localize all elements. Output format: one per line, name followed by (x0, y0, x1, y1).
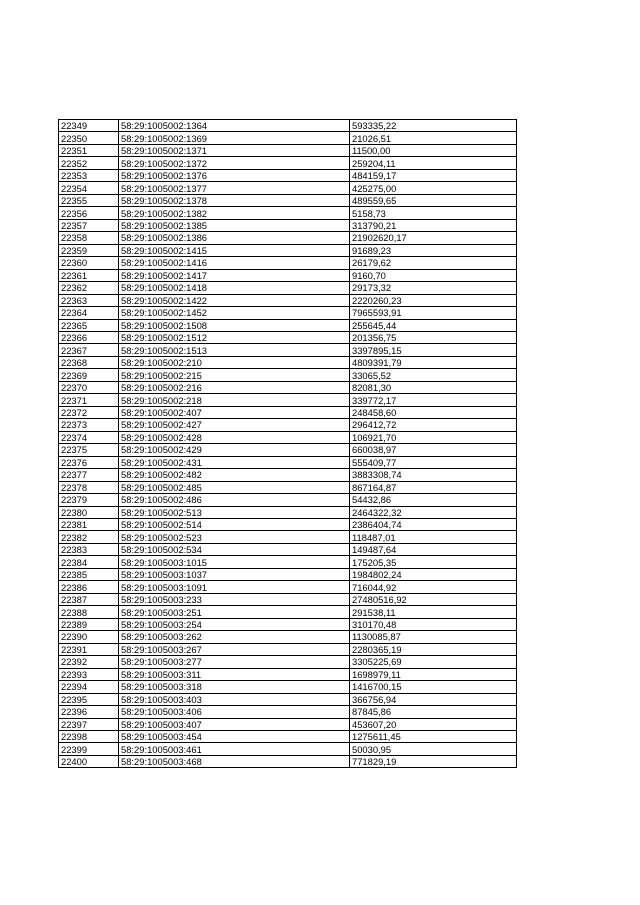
cadastral-number-cell: 58:29:1005002:514 (119, 519, 350, 531)
row-number-cell: 22354 (59, 182, 119, 194)
cadastral-number-cell: 58:29:1005002:534 (119, 543, 350, 555)
value-cell: 425275,00 (350, 182, 517, 194)
table-row (59, 232, 517, 244)
row-number-cell: 22372 (59, 406, 119, 418)
value-cell: 118487,01 (350, 531, 517, 543)
table-row (59, 169, 517, 181)
row-number-cell: 22365 (59, 319, 119, 331)
table-row (59, 693, 517, 705)
value-cell: 3883308,74 (350, 469, 517, 481)
cadastral-number-cell: 58:29:1005002:1377 (119, 182, 350, 194)
table-row (59, 581, 517, 593)
cadastral-number-cell: 58:29:1005002:1385 (119, 219, 350, 231)
value-cell: 291538,11 (350, 606, 517, 618)
cadastral-number-cell: 58:29:1005002:1513 (119, 344, 350, 356)
table-row (59, 144, 517, 156)
value-cell: 175205,35 (350, 556, 517, 568)
cadastral-number-cell: 58:29:1005002:482 (119, 469, 350, 481)
value-cell: 9160,70 (350, 269, 517, 281)
value-cell: 21902620,17 (350, 232, 517, 244)
cadastral-number-cell: 58:29:1005002:523 (119, 531, 350, 543)
cadastral-number-cell: 58:29:1005003:406 (119, 706, 350, 718)
row-number-cell: 22361 (59, 269, 119, 281)
row-number-cell: 22375 (59, 444, 119, 456)
row-number-cell: 22393 (59, 668, 119, 680)
row-number-cell: 22349 (59, 120, 119, 132)
value-cell: 484159,17 (350, 169, 517, 181)
table-row (59, 469, 517, 481)
row-number-cell: 22351 (59, 144, 119, 156)
table-row (59, 681, 517, 693)
row-number-cell: 22381 (59, 519, 119, 531)
value-cell: 1698979,11 (350, 668, 517, 680)
value-cell: 867164,87 (350, 481, 517, 493)
table-row (59, 331, 517, 343)
table-row (59, 656, 517, 668)
cadastral-number-cell: 58:29:1005003:407 (119, 718, 350, 730)
data-table (58, 119, 517, 768)
value-cell: 555409,77 (350, 456, 517, 468)
value-cell: 1416700,15 (350, 681, 517, 693)
table-row (59, 381, 517, 393)
cadastral-number-cell: 58:29:1005003:277 (119, 656, 350, 668)
row-number-cell: 22367 (59, 344, 119, 356)
cadastral-number-cell: 58:29:1005003:251 (119, 606, 350, 618)
table-row (59, 269, 517, 281)
row-number-cell: 22357 (59, 219, 119, 231)
row-number-cell: 22394 (59, 681, 119, 693)
value-cell: 5158,73 (350, 207, 517, 219)
cadastral-number-cell: 58:29:1005003:311 (119, 668, 350, 680)
cadastral-number-cell: 58:29:1005002:513 (119, 506, 350, 518)
table-row (59, 755, 517, 767)
cadastral-number-cell: 58:29:1005002:1372 (119, 157, 350, 169)
cadastral-number-cell: 58:29:1005002:1382 (119, 207, 350, 219)
cadastral-number-cell: 58:29:1005002:1386 (119, 232, 350, 244)
cadastral-number-cell: 58:29:1005003:461 (119, 743, 350, 755)
cadastral-number-cell: 58:29:1005002:431 (119, 456, 350, 468)
table-row (59, 568, 517, 580)
value-cell: 2464322,32 (350, 506, 517, 518)
cadastral-number-cell: 58:29:1005002:1416 (119, 257, 350, 269)
value-cell: 4809391,79 (350, 356, 517, 368)
table-row (59, 244, 517, 256)
table-row (59, 743, 517, 755)
row-number-cell: 22380 (59, 506, 119, 518)
cadastral-number-cell: 58:29:1005003:233 (119, 593, 350, 605)
table-row (59, 494, 517, 506)
row-number-cell: 22390 (59, 631, 119, 643)
cadastral-number-cell: 58:29:1005002:1378 (119, 194, 350, 206)
row-number-cell: 22396 (59, 706, 119, 718)
value-cell: 2220260,23 (350, 294, 517, 306)
table-row (59, 182, 517, 194)
table-row (59, 593, 517, 605)
row-number-cell: 22391 (59, 643, 119, 655)
table-row (59, 631, 517, 643)
table-row (59, 606, 517, 618)
value-cell: 339772,17 (350, 394, 517, 406)
table-row (59, 132, 517, 144)
row-number-cell: 22363 (59, 294, 119, 306)
cadastral-number-cell: 58:29:1005002:1371 (119, 144, 350, 156)
value-cell: 106921,70 (350, 431, 517, 443)
row-number-cell: 22369 (59, 369, 119, 381)
table-row (59, 456, 517, 468)
value-cell: 3305225,69 (350, 656, 517, 668)
cadastral-number-cell: 58:29:1005003:403 (119, 693, 350, 705)
cadastral-number-cell: 58:29:1005003:468 (119, 755, 350, 767)
table-row (59, 120, 517, 132)
row-number-cell: 22387 (59, 593, 119, 605)
cadastral-number-cell: 58:29:1005002:210 (119, 356, 350, 368)
cadastral-number-cell: 58:29:1005002:427 (119, 419, 350, 431)
cadastral-number-cell: 58:29:1005002:428 (119, 431, 350, 443)
table-row (59, 668, 517, 680)
cadastral-number-cell: 58:29:1005002:429 (119, 444, 350, 456)
row-number-cell: 22392 (59, 656, 119, 668)
row-number-cell: 22388 (59, 606, 119, 618)
table-row (59, 618, 517, 630)
value-cell: 259204,11 (350, 157, 517, 169)
row-number-cell: 22400 (59, 755, 119, 767)
table-row (59, 307, 517, 319)
cadastral-number-cell: 58:29:1005003:1037 (119, 568, 350, 580)
table-row (59, 419, 517, 431)
row-number-cell: 22371 (59, 394, 119, 406)
cadastral-number-cell: 58:29:1005002:1508 (119, 319, 350, 331)
row-number-cell: 22379 (59, 494, 119, 506)
value-cell: 489559,65 (350, 194, 517, 206)
table-row (59, 481, 517, 493)
table-body (59, 120, 517, 768)
cadastral-number-cell: 58:29:1005002:1369 (119, 132, 350, 144)
value-cell: 660038,97 (350, 444, 517, 456)
value-cell: 54432,86 (350, 494, 517, 506)
table-row (59, 406, 517, 418)
cadastral-number-cell: 58:29:1005003:318 (119, 681, 350, 693)
row-number-cell: 22355 (59, 194, 119, 206)
value-cell: 11500,00 (350, 144, 517, 156)
table-row (59, 730, 517, 742)
value-cell: 1130085,87 (350, 631, 517, 643)
table-row (59, 294, 517, 306)
cadastral-number-cell: 58:29:1005002:1376 (119, 169, 350, 181)
cadastral-number-cell: 58:29:1005002:486 (119, 494, 350, 506)
row-number-cell: 22386 (59, 581, 119, 593)
table-row (59, 506, 517, 518)
row-number-cell: 22374 (59, 431, 119, 443)
row-number-cell: 22395 (59, 693, 119, 705)
value-cell: 248458,60 (350, 406, 517, 418)
table-row (59, 257, 517, 269)
row-number-cell: 22368 (59, 356, 119, 368)
row-number-cell: 22359 (59, 244, 119, 256)
row-number-cell: 22353 (59, 169, 119, 181)
table-row (59, 194, 517, 206)
cadastral-number-cell: 58:29:1005002:1422 (119, 294, 350, 306)
table-row (59, 344, 517, 356)
value-cell: 27480516,92 (350, 593, 517, 605)
value-cell: 201356,75 (350, 331, 517, 343)
value-cell: 453607,20 (350, 718, 517, 730)
value-cell: 296412,72 (350, 419, 517, 431)
table-row (59, 219, 517, 231)
row-number-cell: 22362 (59, 282, 119, 294)
row-number-cell: 22373 (59, 419, 119, 431)
value-cell: 255645,44 (350, 319, 517, 331)
cadastral-number-cell: 58:29:1005002:218 (119, 394, 350, 406)
value-cell: 310170,48 (350, 618, 517, 630)
table-row (59, 718, 517, 730)
row-number-cell: 22398 (59, 730, 119, 742)
value-cell: 3397895,15 (350, 344, 517, 356)
value-cell: 716044,92 (350, 581, 517, 593)
value-cell: 2280365,19 (350, 643, 517, 655)
cadastral-number-cell: 58:29:1005002:485 (119, 481, 350, 493)
row-number-cell: 22360 (59, 257, 119, 269)
value-cell: 771829,19 (350, 755, 517, 767)
row-number-cell: 22389 (59, 618, 119, 630)
row-number-cell: 22366 (59, 331, 119, 343)
row-number-cell: 22370 (59, 381, 119, 393)
value-cell: 7965593,91 (350, 307, 517, 319)
row-number-cell: 22352 (59, 157, 119, 169)
row-number-cell: 22399 (59, 743, 119, 755)
row-number-cell: 22377 (59, 469, 119, 481)
row-number-cell: 22384 (59, 556, 119, 568)
value-cell: 366756,94 (350, 693, 517, 705)
row-number-cell: 22385 (59, 568, 119, 580)
table-row (59, 643, 517, 655)
row-number-cell: 22376 (59, 456, 119, 468)
cadastral-number-cell: 58:29:1005002:407 (119, 406, 350, 418)
cadastral-number-cell: 58:29:1005002:215 (119, 369, 350, 381)
table-row (59, 531, 517, 543)
cadastral-number-cell: 58:29:1005003:262 (119, 631, 350, 643)
cadastral-number-cell: 58:29:1005002:1417 (119, 269, 350, 281)
value-cell: 33065,52 (350, 369, 517, 381)
value-cell: 593335,22 (350, 120, 517, 132)
row-number-cell: 22397 (59, 718, 119, 730)
row-number-cell: 22350 (59, 132, 119, 144)
row-number-cell: 22358 (59, 232, 119, 244)
cadastral-number-cell: 58:29:1005002:1452 (119, 307, 350, 319)
row-number-cell: 22364 (59, 307, 119, 319)
value-cell: 50030,95 (350, 743, 517, 755)
table-row (59, 369, 517, 381)
cadastral-number-cell: 58:29:1005002:1364 (119, 120, 350, 132)
value-cell: 313790,21 (350, 219, 517, 231)
table-row (59, 282, 517, 294)
table-row (59, 356, 517, 368)
table-row (59, 444, 517, 456)
cadastral-number-cell: 58:29:1005002:1512 (119, 331, 350, 343)
value-cell: 91689,23 (350, 244, 517, 256)
value-cell: 26179,62 (350, 257, 517, 269)
value-cell: 21026,51 (350, 132, 517, 144)
value-cell: 87845,86 (350, 706, 517, 718)
value-cell: 1984802,24 (350, 568, 517, 580)
cadastral-number-cell: 58:29:1005003:254 (119, 618, 350, 630)
cadastral-number-cell: 58:29:1005003:1015 (119, 556, 350, 568)
cadastral-number-cell: 58:29:1005002:1418 (119, 282, 350, 294)
value-cell: 149487,64 (350, 543, 517, 555)
table-row (59, 706, 517, 718)
value-cell: 1275611,45 (350, 730, 517, 742)
table-row (59, 519, 517, 531)
cadastral-number-cell: 58:29:1005003:454 (119, 730, 350, 742)
cadastral-number-cell: 58:29:1005003:1091 (119, 581, 350, 593)
table-row (59, 543, 517, 555)
row-number-cell: 22356 (59, 207, 119, 219)
cadastral-number-cell: 58:29:1005002:216 (119, 381, 350, 393)
cadastral-number-cell: 58:29:1005003:267 (119, 643, 350, 655)
table-row (59, 319, 517, 331)
table-row (59, 431, 517, 443)
value-cell: 29173,32 (350, 282, 517, 294)
table-row (59, 157, 517, 169)
table-row (59, 394, 517, 406)
table-row (59, 556, 517, 568)
row-number-cell: 22382 (59, 531, 119, 543)
value-cell: 82081,30 (350, 381, 517, 393)
table-row (59, 207, 517, 219)
row-number-cell: 22378 (59, 481, 119, 493)
cadastral-number-cell: 58:29:1005002:1415 (119, 244, 350, 256)
row-number-cell: 22383 (59, 543, 119, 555)
value-cell: 2386404,74 (350, 519, 517, 531)
